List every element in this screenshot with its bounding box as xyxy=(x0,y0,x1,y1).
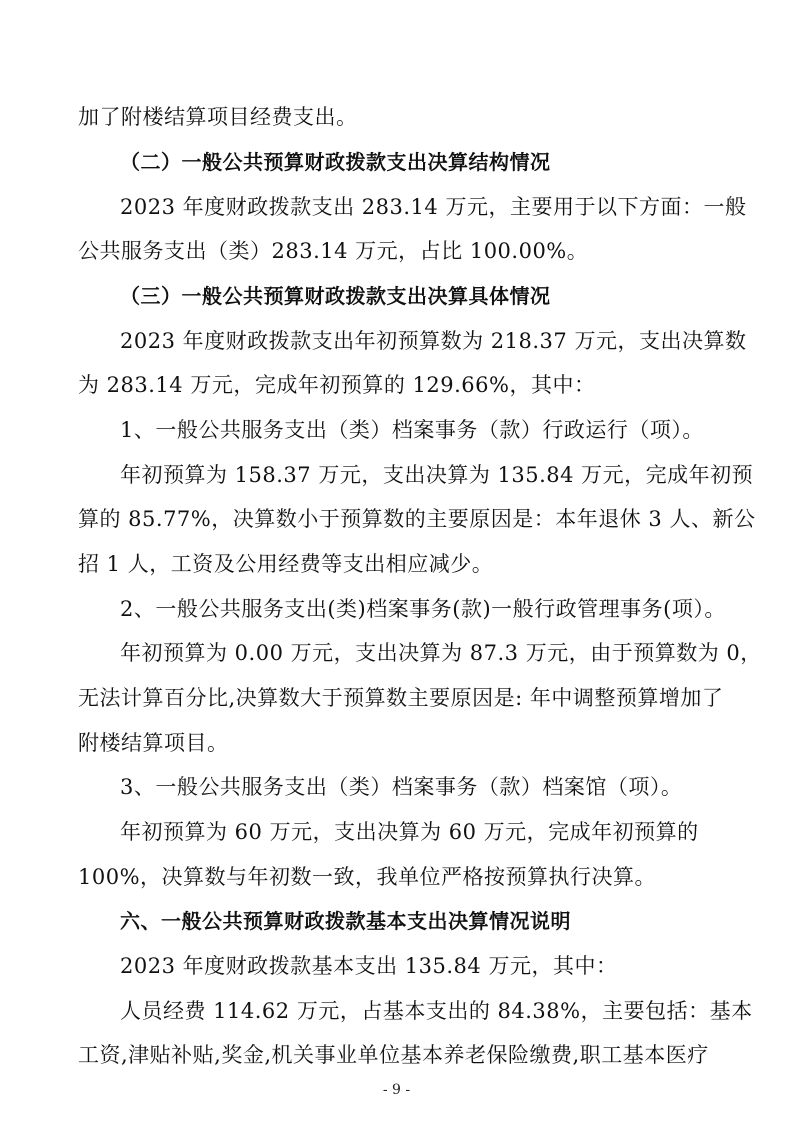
section-heading: （三）一般公共预算财政拨款支出决算具体情况 xyxy=(120,284,551,308)
text-line: 年初预算为 0.00 万元，支出决算为 87.3 万元，由于预算数为 0， xyxy=(120,641,762,665)
text-line: 年初预算为 60 万元，支出决算为 60 万元，完成年初预算的 xyxy=(120,820,699,844)
section-heading: （二）一般公共预算财政拨款支出决算结构情况 xyxy=(120,150,551,174)
text-line: 无法计算百分比,决算数大于预算数主要原因是: 年中调整预算增加了 xyxy=(78,686,724,710)
text-line: 加了附楼结算项目经费支出。 xyxy=(78,105,358,129)
page-number: - 9 - xyxy=(382,1082,411,1098)
text-line: 1、一般公共服务支出（类）档案事务（款）行政运行（项）。 xyxy=(120,418,704,442)
text-line: 招 1 人，工资及公用经费等支出相应减少。 xyxy=(78,552,494,576)
text-line: 年初预算为 158.37 万元，支出决算为 135.84 万元，完成年初预 xyxy=(120,463,754,487)
text-line: 算的 85.77%，决算数小于预算数的主要原因是：本年退休 3 人、新公 xyxy=(78,507,756,531)
text-line: 工资,津贴补贴,奖金,机关事业单位基本养老保险缴费,职工基本医疗 xyxy=(78,1043,709,1067)
text-line: 2023 年度财政拨款支出 283.14 万元，主要用于以下方面：一般 xyxy=(120,195,747,219)
text-line: 3、一般公共服务支出（类）档案事务（款）档案馆（项）。 xyxy=(120,775,683,799)
text-line: 附楼结算项目。 xyxy=(78,731,229,755)
section-heading: 六、一般公共预算财政拨款基本支出决算情况说明 xyxy=(120,909,571,933)
text-line: 为 283.14 万元，完成年初预算的 129.66%，其中： xyxy=(78,373,596,397)
text-line: 100%，决算数与年初数一致，我单位严格按预算执行决算。 xyxy=(78,865,657,889)
text-line: 2023 年度财政拨款基本支出 135.84 万元，其中： xyxy=(120,954,618,978)
text-line: 2023 年度财政拨款支出年初预算数为 218.37 万元，支出决算数 xyxy=(120,329,747,353)
text-line: 2、一般公共服务支出(类)档案事务(款)一般行政管理事务(项）。 xyxy=(120,597,726,621)
text-line: 人员经费 114.62 万元，占基本支出的 84.38%，主要包括：基本 xyxy=(120,999,753,1023)
text-line: 公共服务支出（类）283.14 万元，占比 100.00%。 xyxy=(78,239,589,263)
